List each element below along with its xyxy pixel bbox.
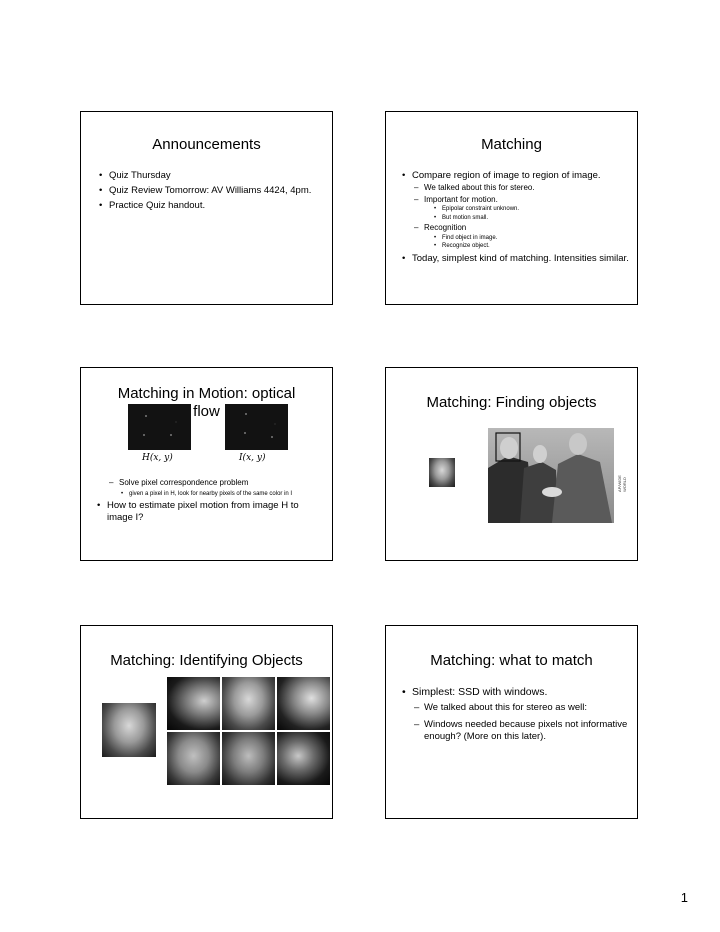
image-label-h: H(x, y) [142, 453, 173, 463]
slide-title: Matching: Finding objects [426, 394, 597, 411]
bullet-item: • Today, simplest kind of matching. Intensities similar. [402, 253, 630, 265]
sub-sub-bullet-item: • But motion small. [434, 214, 630, 223]
template-face-image [429, 458, 455, 487]
bullet-item: • How to estimate pixel motion from image H to image I? [97, 500, 323, 524]
gallery-face-image [222, 732, 275, 785]
photo-credit: AP/WIDE WORLD [617, 475, 627, 492]
group-photo-image [488, 428, 614, 523]
bullet-list [402, 686, 628, 744]
sub-sub-bullet-item: • given a pixel in H, look for nearby pixels of the same color in I [121, 490, 323, 499]
sub-sub-bullet-item: • Recognize object. [434, 242, 630, 251]
slide-title: Matching in Motion: optical flow [117, 385, 296, 420]
gallery-face-image [277, 732, 330, 785]
sub-bullet-item: – We talked about this for stereo. [414, 183, 630, 194]
sub-sub-bullet-item: • Find object in image. [434, 234, 630, 243]
slide-title: Matching [481, 136, 542, 153]
slide-title: Matching: what to match [430, 652, 593, 669]
bullet-item: • Quiz Thursday [99, 170, 324, 182]
bullet-item: • Practice Quiz handout. [99, 200, 324, 212]
page-number: 1 [680, 890, 688, 905]
slide-finding-objects [385, 367, 638, 561]
bullet-list [99, 170, 324, 212]
sub-bullet-item: – Important for motion. [414, 195, 630, 206]
bullet-list [97, 478, 323, 524]
slide-matching [385, 111, 638, 305]
sub-bullet-item: – Recognition [414, 223, 630, 234]
slide-what-to-match [385, 625, 638, 819]
bullet-item: • Quiz Review Tomorrow: AV Williams 4424, 4pm. [99, 185, 324, 197]
frame-h-image [128, 404, 191, 450]
sub-sub-bullet-item: • Epipolar constraint unknown. [434, 205, 630, 214]
gallery-face-image [222, 677, 275, 730]
slide-identifying-objects [80, 625, 333, 819]
slide-title: Matching: Identifying Objects [110, 652, 303, 669]
query-face-image [102, 703, 156, 757]
sub-bullet-item: – Windows needed because pixels not informative enough? (More on this later). [414, 719, 628, 744]
frame-i-image [225, 404, 288, 450]
sub-bullet-item: – Solve pixel correspondence problem [109, 478, 323, 489]
slide-matching-in-motion [80, 367, 333, 561]
image-label-i: I(x, y) [239, 453, 266, 463]
gallery-face-image [167, 677, 220, 730]
bullet-list [402, 170, 630, 265]
bullet-item: • Simplest: SSD with windows. [402, 686, 628, 699]
bullet-item: • Compare region of image to region of image. [402, 170, 630, 182]
sub-bullet-item: – We talked about this for stereo as well: [414, 702, 628, 715]
slide-announcements [80, 111, 333, 305]
gallery-face-image [277, 677, 330, 730]
gallery-face-image [167, 732, 220, 785]
slide-title: Announcements [152, 136, 261, 153]
